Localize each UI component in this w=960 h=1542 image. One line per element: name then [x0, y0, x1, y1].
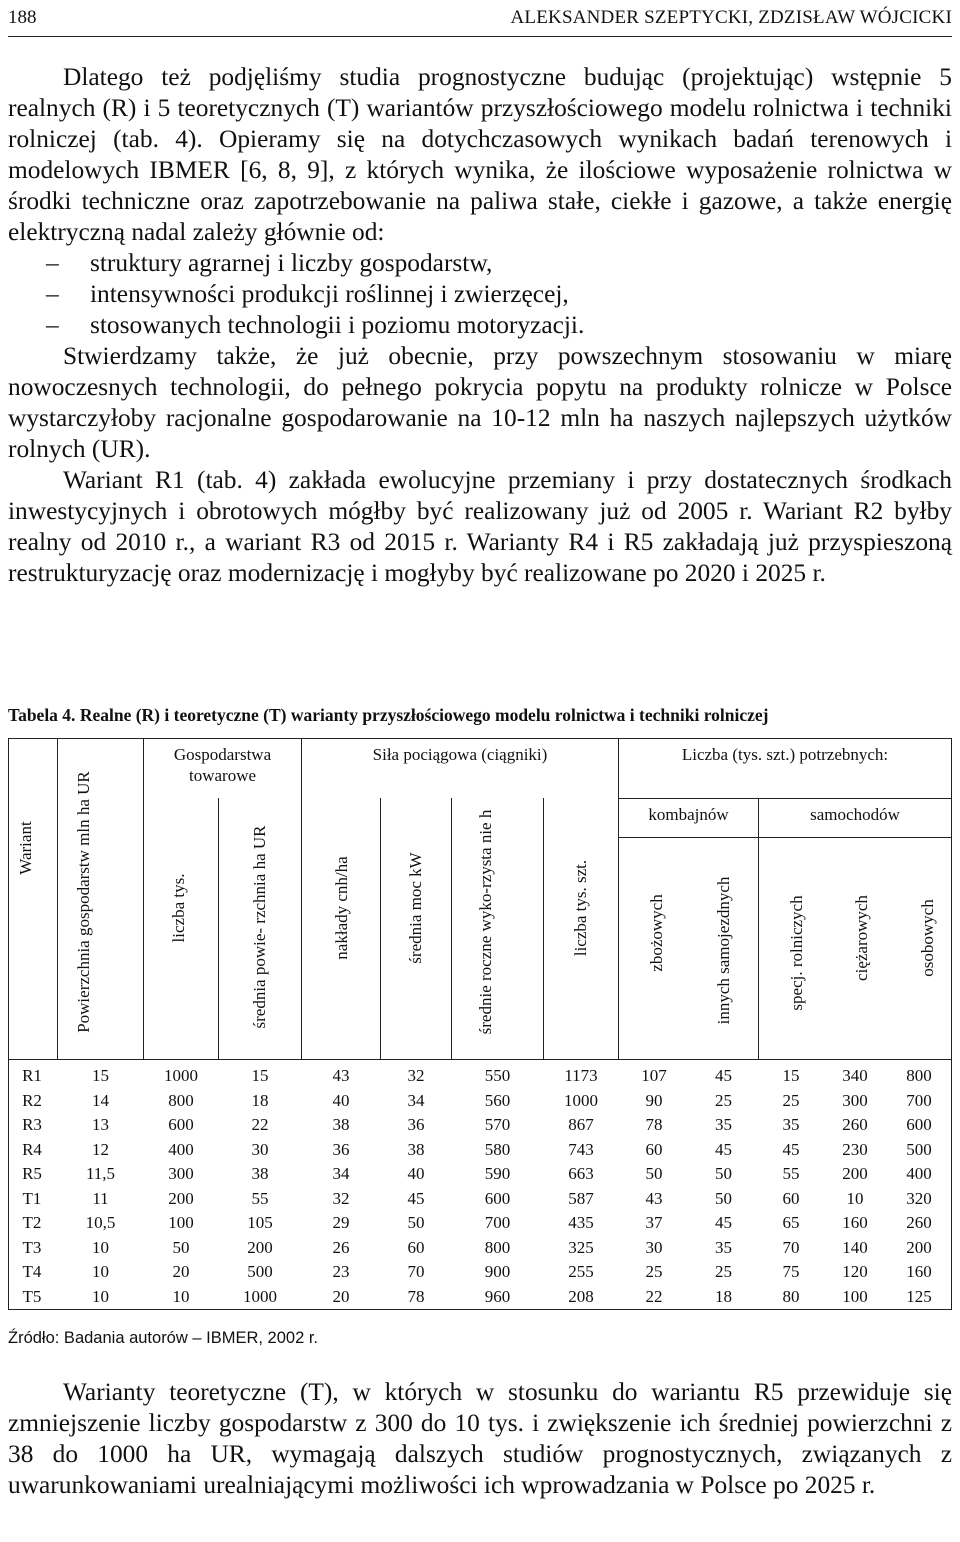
cell: 45: [715, 1213, 732, 1232]
cell: 960: [484, 1286, 511, 1306]
cell: 10: [92, 1237, 109, 1257]
cell: 570: [484, 1115, 511, 1134]
cell: 38: [407, 1139, 425, 1159]
cell: 34: [332, 1164, 350, 1183]
cell: 300: [842, 1090, 868, 1110]
cell: 435: [568, 1213, 594, 1232]
col-header-expenditure: nakłady cnh/ha: [332, 856, 351, 960]
header-subrule: [618, 798, 952, 799]
cell: 700: [484, 1213, 511, 1232]
cell: 11: [92, 1188, 109, 1208]
cell: 800: [484, 1237, 511, 1257]
cell: R3: [22, 1115, 42, 1134]
paragraph-theoretical-variants: Warianty teoretyczne (T), w których w stosunku do wariantu R5 przewiduje się zmniejszenie liczby gospodarstw z 300 do 10 tys. i zwiększenie ich średniej powierzchni z 38 do 1000 ha UR, wymagają dalszych studiów prognostycznych, związanych z uwarunkowaniami urealniającymi możliwości ich wprowadzania w Polsce po 2025 r.: [8, 1378, 952, 1499]
cell: 70: [782, 1237, 800, 1257]
cell: 30: [645, 1237, 663, 1257]
col-header-tractor-count: liczba tys. szt.: [571, 859, 590, 957]
cell: 35: [715, 1237, 732, 1257]
factor-list: [8, 248, 952, 341]
cell: 25: [715, 1090, 732, 1110]
col-header-farm-count: liczba tys.: [169, 873, 188, 943]
cell: 340: [842, 1066, 868, 1085]
cell: 663: [568, 1164, 594, 1183]
cell: 60: [407, 1237, 425, 1257]
table-caption-label: Tabela 4.: [8, 705, 76, 725]
col-header-variant: Wariant: [16, 821, 35, 875]
cell: 80: [782, 1286, 800, 1306]
cell: 45: [407, 1188, 425, 1208]
cell: 50: [172, 1237, 190, 1257]
cell: 160: [906, 1262, 932, 1281]
cell: 38: [251, 1164, 269, 1183]
running-head-authors: ALEKSANDER SZEPTYCKI, ZDZISŁAW WÓJCICKI: [510, 7, 952, 28]
list-item: – struktury agrarnej i liczby gospodarstw,: [46, 249, 493, 277]
cell: 260: [842, 1115, 868, 1134]
col-rule: [951, 738, 952, 1310]
col-header-grain: zbożowych: [647, 894, 666, 972]
cell: 15: [251, 1066, 269, 1085]
col-rule: [451, 798, 452, 1060]
cell: 325: [568, 1237, 594, 1257]
table-top-rule: [8, 738, 952, 739]
cell: 13: [92, 1115, 109, 1134]
cell: 22: [645, 1286, 663, 1306]
body-text-lower: [8, 1377, 952, 1501]
cell: 20: [172, 1262, 190, 1281]
cell: 140: [842, 1237, 868, 1257]
dash-marker: –: [46, 280, 59, 308]
table-caption-text: Realne (R) i teoretyczne (T) warianty przyszłościowego modelu rolnictwa i techniki rolniczej: [79, 705, 769, 725]
cell: 35: [782, 1115, 800, 1134]
col-header-avg-power: średnia moc kW: [406, 852, 425, 964]
cell: 230: [842, 1139, 868, 1159]
cell: 10: [92, 1262, 109, 1281]
cell: 78: [645, 1115, 663, 1134]
cell: 14: [92, 1090, 109, 1110]
cell: 12: [92, 1139, 109, 1159]
column-trucks: [823, 1064, 887, 1309]
cell: 50: [715, 1164, 732, 1183]
cell: 25: [645, 1262, 663, 1281]
col-rule: [301, 738, 302, 1060]
cell: 22: [251, 1115, 269, 1134]
cell: 400: [168, 1139, 194, 1159]
column-area: [58, 1064, 143, 1309]
cell: 15: [92, 1066, 109, 1085]
cell: 260: [906, 1213, 932, 1232]
cell: 1000: [243, 1286, 277, 1306]
cell: 255: [568, 1262, 594, 1281]
cell: 743: [568, 1139, 594, 1159]
cell: 105: [247, 1213, 273, 1232]
cell: 29: [332, 1213, 350, 1232]
cell: 50: [645, 1164, 663, 1183]
cell: 10: [172, 1286, 190, 1306]
col-rule: [380, 798, 381, 1060]
header-subrule: [618, 837, 952, 838]
cell: 590: [484, 1164, 511, 1183]
cell: 800: [906, 1066, 932, 1085]
group-header-vehicles: samochodów: [810, 805, 900, 824]
cell: 60: [645, 1139, 663, 1159]
cell: 900: [484, 1262, 511, 1281]
col-header-area: Powierzchnia gospodarstw mln ha UR: [74, 771, 93, 1033]
cell: 600: [168, 1115, 194, 1134]
cell: 200: [842, 1164, 868, 1183]
cell: 320: [906, 1188, 932, 1208]
cell: 580: [484, 1139, 511, 1159]
col-rule: [618, 738, 619, 1060]
cell: R4: [22, 1139, 42, 1159]
cell: 10: [92, 1286, 109, 1306]
col-rule: [143, 738, 144, 1060]
cell: 120: [842, 1262, 868, 1281]
cell: 55: [782, 1164, 800, 1183]
cell: 37: [645, 1213, 663, 1232]
cell: 23: [332, 1262, 350, 1281]
col-header-annual-use: średnie roczne wyko-rzysta nie h: [476, 809, 495, 1035]
cell: 208: [568, 1286, 594, 1306]
cell: 107: [641, 1066, 667, 1085]
cell: 45: [715, 1066, 732, 1085]
cell: 60: [782, 1188, 800, 1208]
cell: 200: [168, 1188, 194, 1208]
cell: 15: [782, 1066, 800, 1085]
column-farm-count: [144, 1064, 218, 1309]
dash-marker: –: [46, 311, 59, 339]
cell: 38: [332, 1115, 350, 1134]
page-number: 188: [8, 7, 37, 28]
cell: T1: [22, 1188, 42, 1208]
cell: 25: [782, 1090, 800, 1110]
running-head: [8, 4, 952, 37]
paragraph-statement: Stwierdzamy także, że już obecnie, przy powszechnym stosowaniu w miarę nowoczesnych technologii, do pełnego pokrycia popytu na produkty rolnicze w Polsce wystarczyłoby racjonalne gospodarowanie na 10-12 mln ha naszych najlepszych użytków rolnych (UR).: [8, 342, 952, 463]
cell: 100: [168, 1213, 194, 1232]
cell: 1000: [564, 1090, 598, 1110]
cell: 400: [906, 1164, 932, 1183]
column-variant: [12, 1064, 52, 1309]
cell: 26: [332, 1237, 350, 1257]
column-avg-area: [219, 1064, 301, 1309]
variants-table: [8, 738, 952, 1310]
cell: 32: [332, 1188, 350, 1208]
group-header-farms: Gospodarstwa towarowe: [173, 745, 272, 785]
cell: 40: [332, 1090, 350, 1110]
group-header-count: Liczba (tys. szt.) potrzebnych:: [681, 745, 889, 764]
paragraph-variants-r: Wariant R1 (tab. 4) zakłada ewolucyjne przemiany i przy dostatecznych środkach inwestycyjnych i obrotowych mógłby być realizowany już od 2005 r. Wariant R2 byłby realny od 2010 r., a wariant R3 od 2015 r. Warianty R4 i R5 zakładają już przyspieszoną restrukturyzację oraz modernizację i mogłyby być realizowane po 2020 i 2025 r.: [8, 466, 952, 587]
col-header-trucks: ciężarowych: [852, 895, 871, 981]
table-bottom-rule: [8, 1309, 952, 1310]
cell: 1173: [564, 1066, 598, 1085]
cell: T4: [22, 1262, 42, 1281]
col-rule: [218, 798, 219, 1060]
cell: T3: [22, 1237, 42, 1257]
list-item: – intensywności produkcji roślinnej i zwierzęcej,: [46, 280, 569, 308]
cell: 1000: [164, 1066, 198, 1085]
column-expenditure: [302, 1064, 380, 1309]
cell: 78: [407, 1286, 425, 1306]
col-rule: [758, 798, 759, 1060]
cell: R5: [22, 1164, 42, 1183]
cell: 20: [332, 1286, 350, 1306]
col-rule: [8, 738, 9, 1310]
cell: 32: [407, 1066, 425, 1085]
cell: 75: [782, 1262, 800, 1281]
cell: 70: [407, 1262, 425, 1281]
col-rule: [543, 798, 544, 1060]
cell: 600: [906, 1115, 932, 1134]
cell: R1: [22, 1066, 42, 1085]
cell: 43: [645, 1188, 663, 1208]
cell: 35: [715, 1115, 732, 1134]
cell: 45: [715, 1139, 732, 1159]
cell: 25: [715, 1262, 732, 1281]
cell: T5: [22, 1286, 42, 1306]
cell: 125: [906, 1286, 932, 1306]
cell: 65: [782, 1213, 800, 1232]
column-tractor-count: [544, 1064, 618, 1309]
table-caption: [8, 703, 952, 727]
cell: 30: [251, 1139, 269, 1159]
dash-marker: –: [46, 249, 59, 277]
cell: 18: [251, 1090, 269, 1110]
col-header-passenger: osobowych: [918, 899, 937, 977]
column-annual-use: [452, 1064, 543, 1309]
cell: 800: [168, 1090, 194, 1110]
paragraph-intro: Dlatego też podjęliśmy studia prognostyczne budując (projektując) wstępnie 5 realnych (R) i 5 teoretycznych (T) wariantów przyszłościowego modelu rolnictwa i techniki rolniczej (tab. 4). Opieramy się na dotychczasowych wynikach badań terenowych i modelowych IBMER [6, 8, 9], z których wynika, że ilościowe wyposażenie rolnictwa w środki techniczne oraz zapotrzebowanie na paliwa stałe, ciekłe i gazowe, a także energię elektryczną nadal zależy głównie od:: [8, 63, 952, 246]
cell: 43: [332, 1066, 350, 1085]
cell: 500: [906, 1139, 932, 1159]
cell: 10: [846, 1188, 864, 1208]
cell: 10,5: [85, 1213, 116, 1232]
cell: 50: [715, 1188, 732, 1208]
cell: 300: [168, 1164, 194, 1183]
cell: 45: [782, 1139, 800, 1159]
cell: 90: [645, 1090, 663, 1110]
cell: 867: [568, 1115, 594, 1134]
cell: 40: [407, 1164, 425, 1183]
cell: 36: [407, 1115, 425, 1134]
cell: 100: [842, 1286, 868, 1306]
header-bottom-rule: [8, 1059, 952, 1060]
col-header-avg-area: średnia powie- rzchnia ha UR: [250, 825, 269, 1029]
col-header-other-self: innych samojezdnych: [714, 876, 733, 1025]
column-other-self: [689, 1064, 758, 1309]
list-item: – stosowanych technologii i poziomu motoryzacji.: [46, 311, 585, 339]
cell: 34: [407, 1090, 425, 1110]
cell: 18: [715, 1286, 732, 1306]
column-grain: [619, 1064, 689, 1309]
cell: 55: [251, 1188, 269, 1208]
cell: T2: [22, 1213, 42, 1232]
cell: 700: [906, 1090, 932, 1110]
cell: 550: [484, 1066, 511, 1085]
cell: 11,5: [85, 1164, 116, 1183]
col-rule: [57, 738, 58, 1060]
group-header-traction: Siła pociągowa (ciągniki): [372, 745, 548, 764]
col-header-special: specj. rolniczych: [787, 895, 806, 1011]
column-special: [759, 1064, 823, 1309]
cell: 560: [484, 1090, 511, 1110]
group-header-combines: kombajnów: [648, 805, 729, 824]
cell: 600: [484, 1188, 511, 1208]
column-avg-power: [381, 1064, 451, 1309]
cell: 587: [568, 1188, 594, 1208]
cell: 36: [332, 1139, 350, 1159]
cell: R2: [22, 1090, 42, 1110]
cell: 160: [842, 1213, 868, 1232]
cell: 200: [906, 1237, 932, 1257]
column-passenger: [887, 1064, 951, 1309]
cell: 500: [247, 1262, 273, 1281]
table-source-note: Źródło: Badania autorów – IBMER, 2002 r.: [8, 1329, 319, 1347]
cell: 200: [247, 1237, 273, 1257]
cell: 50: [407, 1213, 425, 1232]
body-text-upper: [8, 62, 952, 589]
